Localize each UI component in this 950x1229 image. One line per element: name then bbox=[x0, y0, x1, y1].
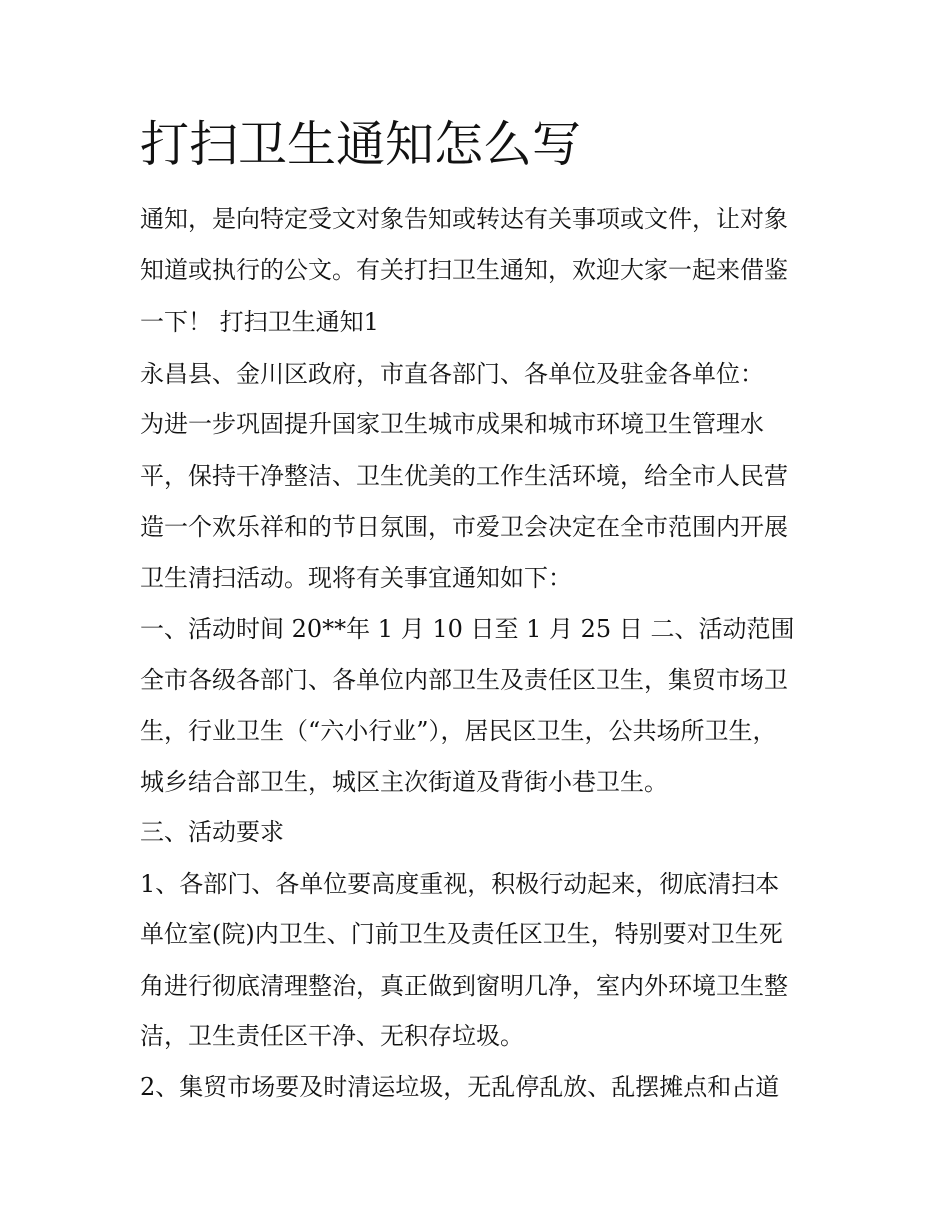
document-title: 打扫卫生通知怎么写 bbox=[140, 116, 582, 173]
body-line: 一、活动时间 20**年 1 月 10 日至 1 月 25 日 二、活动范围 bbox=[140, 615, 795, 643]
body-line: 为进一步巩固提升国家卫生城市成果和城市环境卫生管理水 bbox=[140, 410, 764, 438]
body-line: 2、集贸市场要及时清运垃圾，无乱停乱放、乱摆摊点和占道 bbox=[140, 1073, 780, 1101]
body-line: 造一个欢乐祥和的节日氛围，市爱卫会决定在全市范围内开展 bbox=[140, 513, 788, 541]
body-line: 卫生清扫活动。现将有关事宜通知如下： bbox=[140, 564, 572, 592]
body-line: 角进行彻底清理整治，真正做到窗明几净，室内外环境卫生整 bbox=[140, 972, 788, 1000]
body-line: 洁，卫生责任区干净、无积存垃圾。 bbox=[140, 1022, 524, 1050]
body-line: 一下！ 打扫卫生通知1 bbox=[140, 308, 379, 336]
body-line: 平，保持干净整洁、卫生优美的工作生活环境，给全市人民营 bbox=[140, 462, 788, 490]
section-heading: 三、活动要求 bbox=[140, 818, 284, 846]
body-line: 知道或执行的公文。有关打扫卫生通知，欢迎大家一起来借鉴 bbox=[140, 256, 788, 284]
body-line: 全市各级各部门、各单位内部卫生及责任区卫生，集贸市场卫 bbox=[140, 666, 788, 694]
body-line: 永昌县、金川区政府，市直各部门、各单位及驻金各单位： bbox=[140, 360, 764, 388]
body-line: 1、各部门、各单位要高度重视，积极行动起来，彻底清扫本 bbox=[140, 870, 780, 898]
body-line: 城乡结合部卫生，城区主次街道及背街小巷卫生。 bbox=[140, 768, 668, 796]
body-line: 生，行业卫生（“六小行业”），居民区卫生，公共场所卫生， bbox=[140, 717, 777, 745]
body-line: 通知，是向特定受文对象告知或转达有关事项或文件，让对象 bbox=[140, 205, 788, 233]
body-line: 单位室(院)内卫生、门前卫生及责任区卫生，特别要对卫生死 bbox=[140, 920, 783, 948]
